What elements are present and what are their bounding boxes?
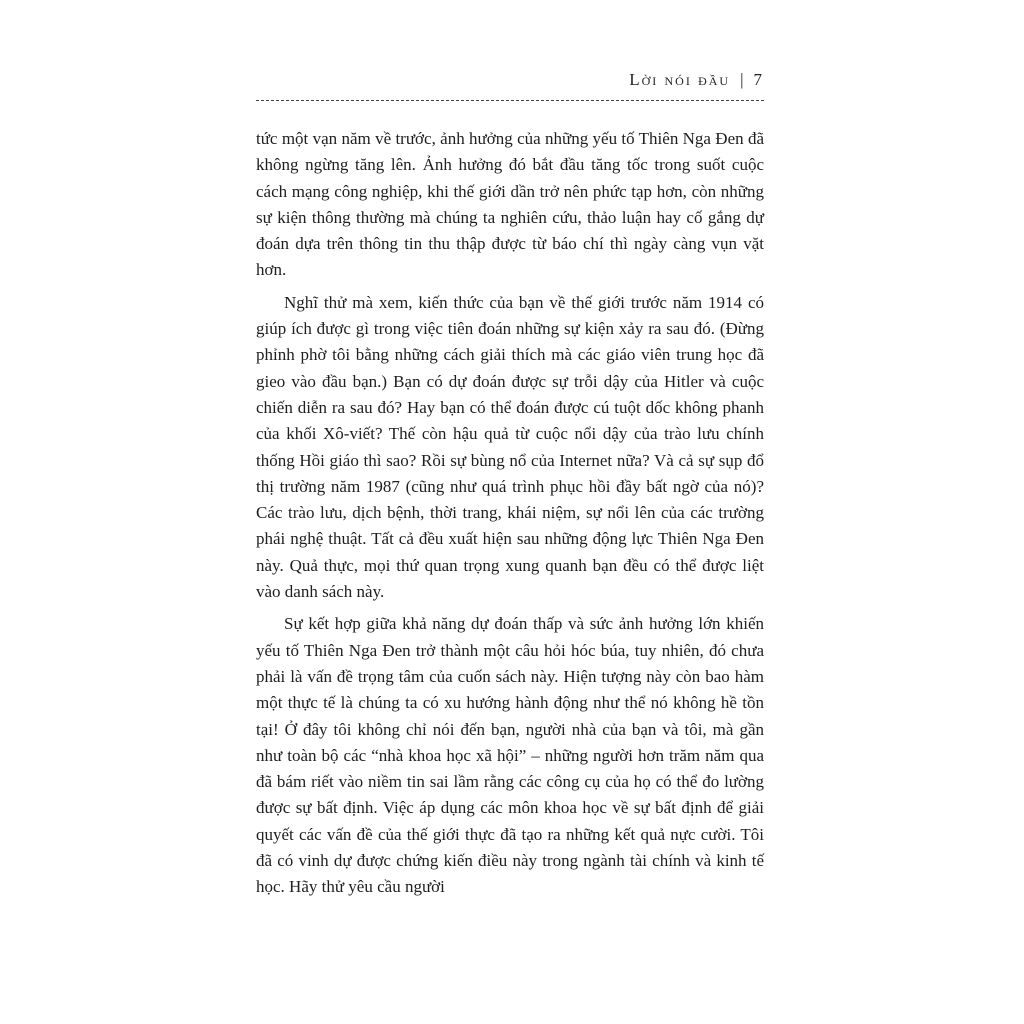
header-separator: | — [740, 70, 746, 89]
page-number: 7 — [753, 70, 764, 89]
running-header — [256, 70, 764, 90]
paragraph-2: Nghĩ thử mà xem, kiến thức của bạn về thế giới trước năm 1914 có giúp ích được gì trong việc tiên đoán những sự kiện xảy ra sau đó. (Đừng phỉnh phờ tôi bằng những cách giải thích mà các giáo viên trung học đã gieo vào đầu bạn.) Bạn có dự đoán được sự trỗi dậy của Hitler và cuộc chiến diễn ra sau đó? Hay bạn có thể đoán được cú tuột dốc không phanh của khối Xô-viết? Thế còn hậu quả từ cuộc nổi dậy của trào lưu chính thống Hồi giáo thì sao? Rồi sự bùng nổ của Internet nữa? Và cả sự sụp đổ thị trường năm 1987 (cũng như quá trình phục hồi đầy bất ngờ của nó)? Các trào lưu, dịch bệnh, thời trang, khái niệm, sự nổi lên của các trường phái nghệ thuật. Tất cả đều xuất hiện sau những động lực Thiên Nga Đen này. Quả thực, mọi thứ quan trọng xung quanh bạn đều có thể được liệt vào danh sách này. — [256, 292, 764, 602]
chapter-title: Lời nói đầu — [629, 70, 731, 89]
header-rule — [256, 100, 764, 101]
body-text — [256, 126, 764, 907]
paragraph-1: tức một vạn năm về trước, ảnh hưởng của những yếu tố Thiên Nga Đen đã không ngừng tăng lên. Ảnh hưởng đó bắt đầu tăng tốc trong suốt cuộc cách mạng công nghiệp, khi thế giới dần trở nên phức tạp hơn, còn những sự kiện thông thường mà chúng ta nghiên cứu, thảo luận hay cố gắng dự đoán dựa trên thông tin thu thập được từ báo chí thì ngày càng vụn vặt hơn. — [256, 129, 764, 280]
paragraph-3: Sự kết hợp giữa khả năng dự đoán thấp và sức ảnh hưởng lớn khiến yếu tố Thiên Nga Đen trở thành một câu hỏi hóc búa, tuy nhiên, đó chưa phải là vấn đề trọng tâm của cuốn sách này. Hiện tượng này còn bao hàm một thực tế là chúng ta có xu hướng hành động như thể nó không hề tồn tại! Ở đây tôi không chỉ nói đến bạn, người nhà của bạn và tôi, mà gần như toàn bộ các “nhà khoa học xã hội” – những người hơn trăm năm qua đã bám riết vào niềm tin sai lầm rằng các công cụ của họ có thể đo lường được sự bất định. Việc áp dụng các môn khoa học về sự bất định để giải quyết các vấn đề của thế giới thực đã tạo ra những kết quả nực cười. Tôi đã có vinh dự được chứng kiến điều này trong ngành tài chính và kinh tế học. Hãy thử yêu cầu người — [256, 614, 764, 897]
